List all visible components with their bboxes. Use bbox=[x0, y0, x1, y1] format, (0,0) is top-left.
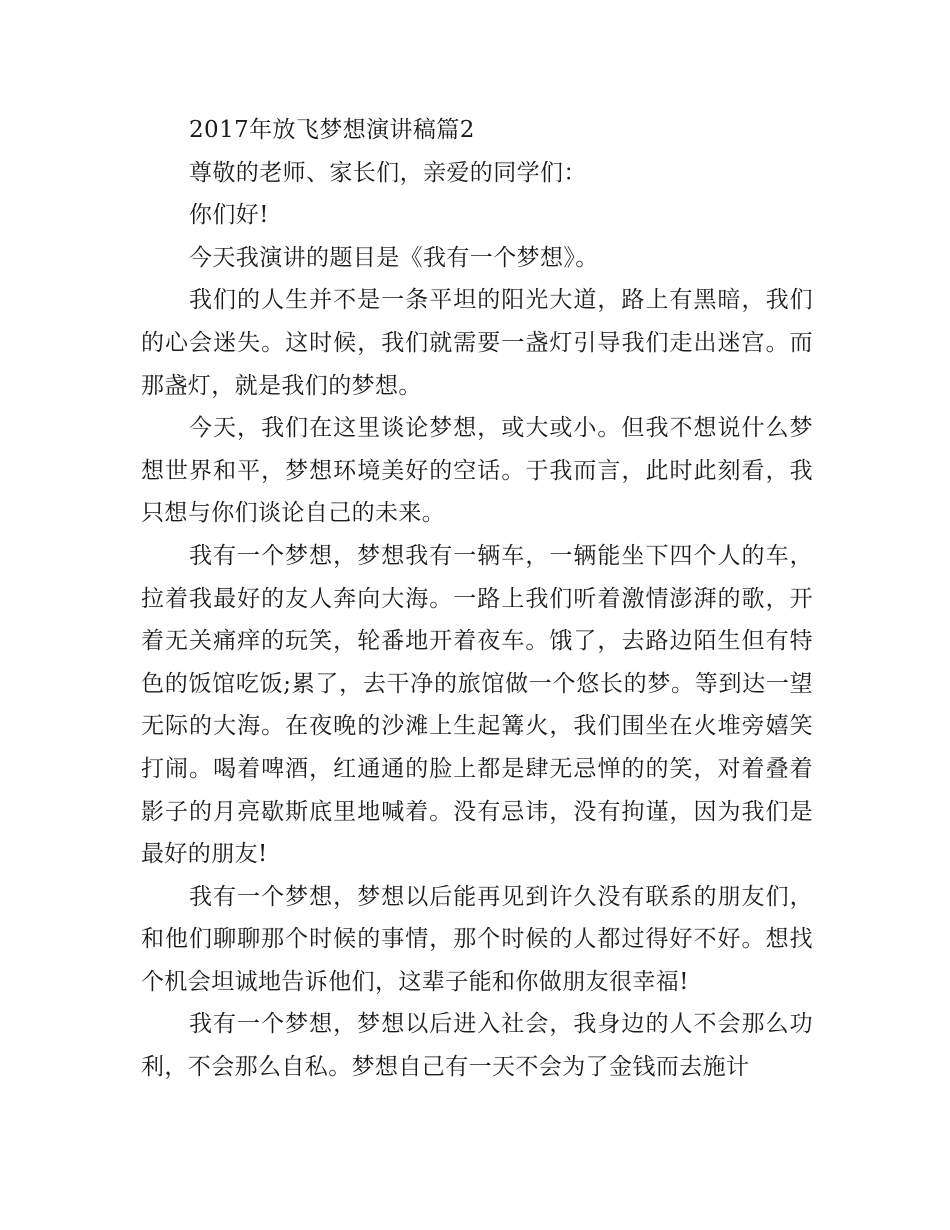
topic-intro: 今天我演讲的题目是《我有一个梦想》。 bbox=[189, 244, 599, 271]
body-paragraph: 我们的人生并不是一条平坦的阳光大道，路上有黑暗，我们的心会迷失。这时候，我们就需要一盏灯引导我们走出迷宫。而那盏灯，就是我们的梦想。 bbox=[141, 287, 813, 399]
body-paragraph: 我有一个梦想，梦想以后能再见到许久没有联系的朋友们，和他们聊聊那个时候的事情，那个时候的人都过得好不好。想找个机会坦诚地告诉他们，这辈子能和你做朋友很幸福! bbox=[141, 883, 813, 995]
body-paragraph: 我有一个梦想，梦想以后进入社会，我身边的人不会那么功利，不会那么自私。梦想自己有一天不会为了金钱而去施计 bbox=[141, 1011, 813, 1081]
document-body bbox=[141, 109, 813, 1089]
greeting: 你们好! bbox=[189, 202, 269, 229]
body-paragraph: 今天，我们在这里谈论梦想，或大或小。但我不想说什么梦想世界和平，梦想环境美好的空话。于我而言，此时此刻看，我只想与你们谈论自己的未来。 bbox=[141, 415, 813, 527]
speech-title: 2017年放飞梦想演讲稿篇2 bbox=[189, 117, 475, 143]
body-paragraph: 我有一个梦想，梦想我有一辆车，一辆能坐下四个人的车，拉着我最好的友人奔向大海。一路上我们听着激情澎湃的歌，开着无关痛痒的玩笑，轮番地开着夜车。饿了，去路边陌生但有特色的饭馆吃饭;累了，去干净的旅馆做一个悠长的梦。等到达一望无际的大海。在夜晚的沙滩上生起篝火，我们围坐在火堆旁嬉笑打闹。喝着啤酒，红通通的脸上都是肆无忌惮的的笑，对着叠着影子的月亮歇斯底里地喊着。没有忌讳，没有拘谨，因为我们是最好的朋友! bbox=[141, 542, 813, 868]
salutation: 尊敬的老师、家长们，亲爱的同学们： bbox=[189, 159, 587, 186]
